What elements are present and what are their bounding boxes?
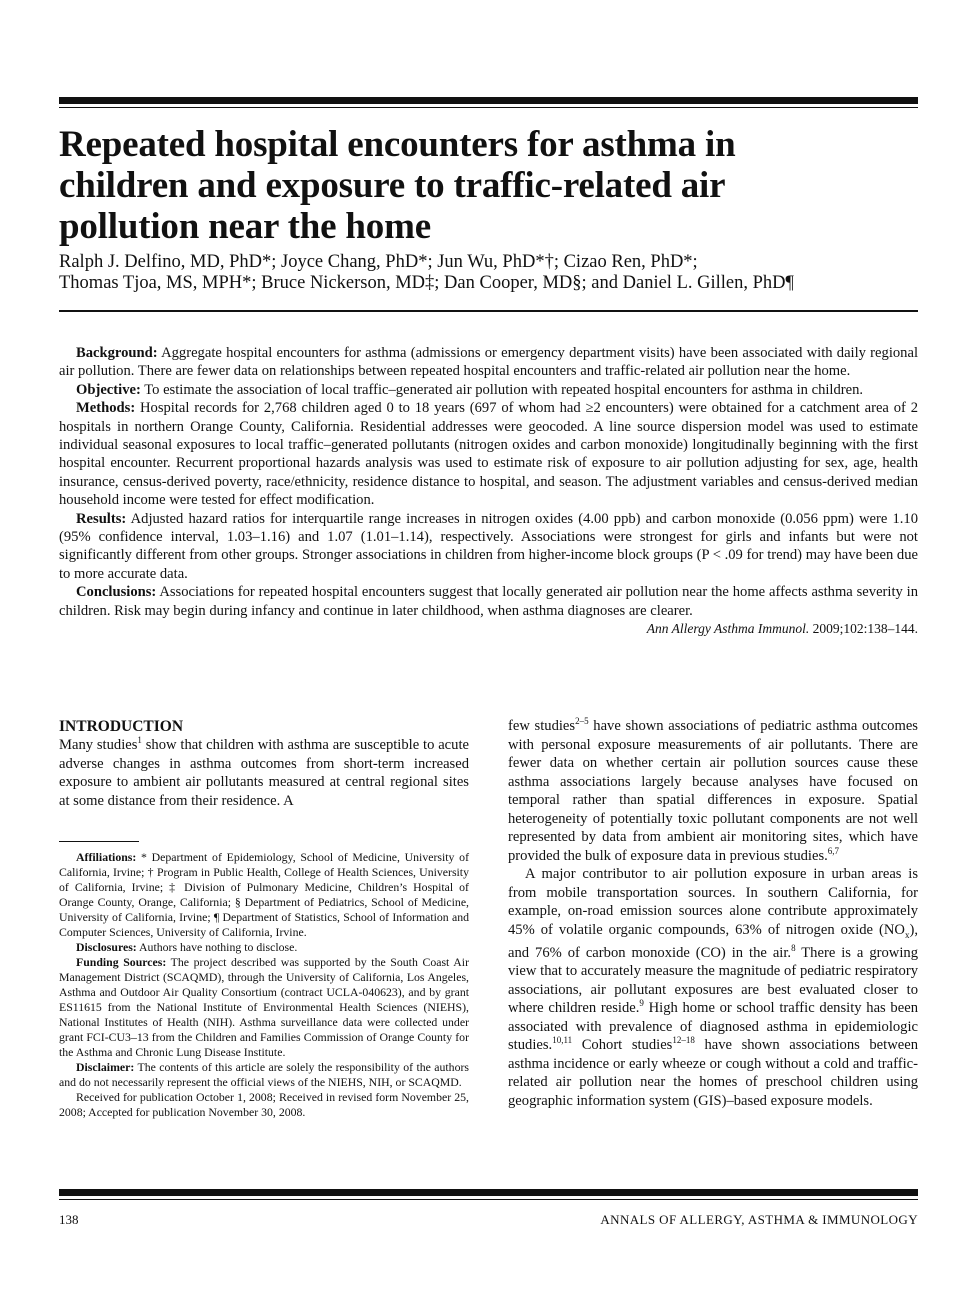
reference-superscript: 2–5 bbox=[575, 716, 589, 727]
footnote-text: * Department of Epidemiology, School of Medicine, University of California, Irvine; † Program in Public Health, College of Health Sciences, University of California, Irvine; ‡ Division of Pulmonary Medicine, Children’s Hospital of Orange County, Orange, California; § Department of Pediatrics, School of Medicine, University of California, Irvine; ¶ Department of Statistics, School of Information and Computer Sciences, University of California, Irvine. bbox=[59, 850, 469, 939]
journal-name: ANNALS OF ALLERGY, ASTHMA & IMMUNOLOGY bbox=[600, 1212, 918, 1227]
text-run: A major contributor to air pollution exposure in urban areas is from mobile transportation sources. In southern California, for example, on-road emission sources alone contribute approximately 45% of volatile organic compounds, 63% of nitrogen oxide (NO bbox=[508, 866, 918, 938]
footnote-text: The project described was supported by the South Coast Air Management District (SCAQMD), through the University of California, Los Angeles, Asthma and Outdoor Air Quality Consortium (contract UCLA-040623), and by grant ES11615 from the National Institute of Environmental Health Sciences (NIEHS), National Institutes of Health (NIH). Asthma surveillance data were collected under grant FCI-CU3–13 from the Children and Families Commission of Orange County for the Asthma and Chronic Lung Disease Institute. bbox=[59, 955, 470, 1059]
intro-paragraph-2 bbox=[508, 717, 918, 865]
right-column bbox=[508, 717, 918, 1110]
page-number: 138 bbox=[59, 1212, 79, 1227]
text-run: There is a growing view that to accurately measure the magnitude of pediatric respiratory associations, air pollutant exposures are best evaluated closer to where children reside. bbox=[508, 944, 918, 1017]
text-run: ), and 76% of carbon monoxide (CO) in the air. bbox=[508, 921, 918, 961]
left-column bbox=[59, 717, 469, 1120]
abstract-label: Conclusions: bbox=[76, 584, 157, 601]
header-divider bbox=[59, 310, 918, 312]
footnote-disclaimer bbox=[59, 1060, 469, 1090]
footnote-disclosures bbox=[59, 940, 469, 955]
section-heading: INTRODUCTION bbox=[59, 718, 184, 735]
reference-superscript: 10,11 bbox=[552, 1035, 573, 1046]
footnote-text: The contents of this article are solely the responsibility of the authors and do not necessarily represent the official views of the NIEHS, NIH, or SCAQMD. bbox=[59, 1060, 469, 1089]
intro-paragraph-1 bbox=[59, 736, 469, 810]
abstract-text: Aggregate hospital encounters for asthma (admissions or emergency department visits) have been associated with daily regional air pollution. There are fewer data on relationships between repeated hospital encounters and traffic-related air pollution near the home. bbox=[59, 345, 918, 380]
title-line: Repeated hospital encounters for asthma in bbox=[59, 124, 736, 165]
title-line: children and exposure to traffic-related air bbox=[59, 165, 726, 206]
author-line: Thomas Tjoa, MS, MPH*; Bruce Nickerson, MD‡; Dan Cooper, MD§; and Daniel L. Gillen, PhD¶ bbox=[59, 273, 794, 293]
footnote-text: Authors have nothing to disclose. bbox=[136, 940, 298, 954]
subscript: x bbox=[904, 929, 910, 940]
abstract-objective bbox=[59, 381, 918, 399]
abstract-results bbox=[59, 510, 918, 584]
bottom-rule bbox=[59, 1189, 918, 1200]
abstract-label: Results: bbox=[76, 510, 127, 527]
abstract-text: To estimate the association of local traffic–generated air pollution with repeated hospital encounters for asthma in children. bbox=[144, 381, 864, 398]
reference-superscript: 1 bbox=[137, 735, 142, 746]
footnote-separator bbox=[59, 841, 139, 842]
footnote-received: Received for publication October 1, 2008; Received in revised form November 25, 2008; Accepted for publication November 30, 2008. bbox=[59, 1090, 469, 1119]
text-run: have shown associations between asthma incidence or early wheeze or cough without a cold and traffic-related air pollution near the homes of preschool children using geographic information system (GIS)–based exposure models. bbox=[508, 1037, 918, 1109]
intro-paragraph-3 bbox=[508, 865, 918, 1110]
citation-journal: Ann Allergy Asthma Immunol. bbox=[646, 621, 810, 637]
text-run: Cohort studies bbox=[572, 1037, 673, 1054]
footnote-affiliations bbox=[59, 850, 469, 940]
footnote-label: Funding Sources: bbox=[76, 955, 167, 969]
abstract-text: Adjusted hazard ratios for interquartile range increases in nitrogen oxides (4.00 ppb) and carbon monoxide (0.056 ppm) were 1.10 (95% confidence interval, 1.03–1.16) and 1.07 (1.01–1.14), respectively. Associations were strongest for girls and infants but were not significantly different from other groups. Stronger associations in children from higher-income block groups (P < .09 for trend) may have been due to more accurate data. bbox=[59, 510, 918, 582]
abstract bbox=[59, 344, 918, 638]
footnote-label: Affiliations: bbox=[76, 850, 137, 864]
text-run: High home or school traffic density has been associated with prevalence of diagnosed asthma in epidemiologic studies. bbox=[508, 1000, 918, 1054]
text-run: show that children with asthma are susceptible to acute adverse changes in asthma outcomes from short-term increased exposure to ambient air pollutants measured at central regional sites at some distance from their residence. A bbox=[59, 737, 469, 809]
citation bbox=[59, 620, 918, 638]
author-list bbox=[59, 252, 918, 294]
text-run: Many studies bbox=[59, 737, 138, 753]
text-run: few studies bbox=[508, 718, 576, 734]
reference-superscript: 6,7 bbox=[827, 845, 840, 856]
reference-superscript: 9 bbox=[639, 998, 644, 1009]
footnote-label: Disclosures: bbox=[76, 940, 137, 954]
abstract-label: Background: bbox=[76, 345, 158, 361]
abstract-text: Hospital records for 2,768 children aged 0 to 18 years (697 of whom had ≥2 encounters) were obtained for a catchment area of 2 hospitals in northern Orange County, California. Residential addresses were geocoded. A line source dispersion model was used to estimate individual seasonal exposures to local traffic–generated pollutants (nitrogen oxides and carbon monoxide) longitudinally beginning with the first hospital encounter. Recurrent proportional hazards analysis was used to estimate risk of exposure to air pollution adjusting for sex, age, health insurance, census-derived poverty, race/ethnicity, residence distance to hospital, and season. The adjustment variables and census-derived median household income were tested for effect modification. bbox=[59, 400, 918, 509]
footnote-funding bbox=[59, 955, 469, 1060]
author-line: Ralph J. Delfino, MD, PhD*; Joyce Chang, PhD*; Jun Wu, PhD*†; Cizao Ren, PhD*; bbox=[59, 252, 698, 272]
abstract-methods bbox=[59, 399, 918, 509]
text-run: have shown associations of pediatric asthma outcomes with personal exposure measurements of air pollutants. There are fewer data on whether certain air pollution sources cause these asthma associations largely because analyses have focused on temporal rather than spatial differences in exposure. Spatial heterogeneity of potentially toxic pollutant components are not well represented by data from ambient air monitoring sites, which have provided the bulk of exposure data in previous studies. bbox=[508, 718, 918, 864]
reference-superscript: 12–18 bbox=[672, 1035, 695, 1046]
footnote-label: Disclaimer: bbox=[76, 1060, 135, 1074]
title-line: pollution near the home bbox=[59, 206, 431, 247]
abstract-label: Methods: bbox=[76, 400, 136, 417]
reference-superscript: 8 bbox=[791, 943, 796, 954]
abstract-background bbox=[59, 344, 918, 381]
abstract-label: Objective: bbox=[76, 381, 141, 398]
abstract-text: Associations for repeated hospital encounters suggest that locally generated air pollution near the home affects asthma severity in children. Risk may begin during infancy and continue in later childhood, when asthma diagnoses are clearer. bbox=[59, 584, 918, 619]
citation-volume: 2009;102:138–144. bbox=[809, 621, 918, 637]
abstract-conclusions bbox=[59, 583, 918, 620]
top-rule bbox=[59, 97, 918, 108]
article-title bbox=[59, 124, 918, 247]
